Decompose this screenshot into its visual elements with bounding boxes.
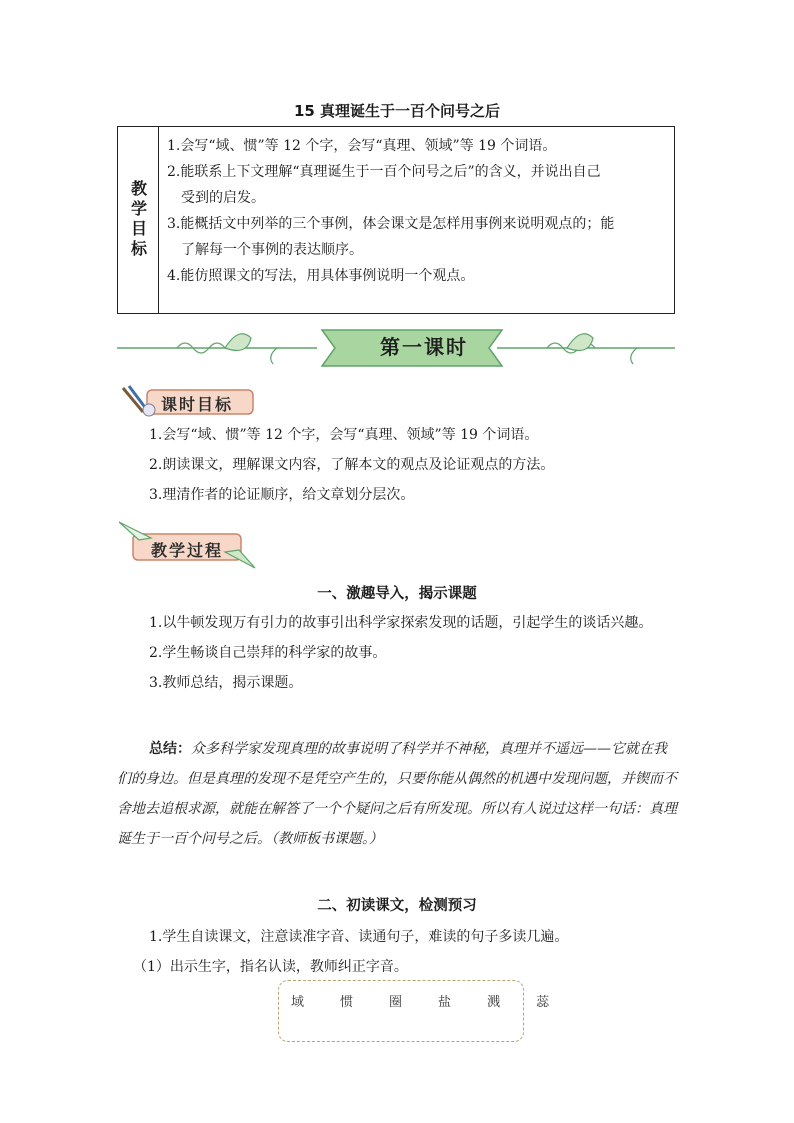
summary-label: 总结：: [149, 741, 191, 757]
lesson-goals-list: [117, 420, 677, 510]
new-characters-row: [291, 991, 549, 1010]
paragraph: 2.学生畅谈自己崇拜的科学家的故事。: [149, 645, 387, 661]
lesson-banner: [117, 326, 675, 370]
process-tag-label: 教学过程: [151, 541, 224, 560]
lesson-goals-tag-label: 课时目标: [161, 395, 234, 414]
section-heading: 二、初读课文，检测预习: [317, 898, 477, 914]
new-character: 溅: [487, 995, 501, 1010]
new-character: 蕊: [536, 995, 550, 1010]
paragraph: 3.教师总结，揭示课题。: [149, 675, 303, 691]
summary-text: 众多科学家发现真理的故事说明了科学并不神秘，真理并不遥远——它就在我们的身边。但是真理的发现不是凭空产生的，只要你能从偶然的机遇中发现问题，并锲而不舍地去追根求源，就能在解答了一个个疑问之后有所发现。所以有人说过这样一句话：真理诞生于一百个问号之后。（教师板书课题。）: [117, 741, 677, 847]
summary-paragraph: [117, 734, 677, 854]
paragraph: 1.以牛顿发现万有引力的故事引出科学家探索发现的话题，引起学生的谈话兴趣。: [149, 615, 653, 631]
new-character: 域: [291, 995, 305, 1010]
lesson-goals-tag: [117, 384, 257, 414]
teaching-goal-item: 1.会写“域、惯”等 12 个字，会写“真理、领域”等 19 个词语。: [167, 138, 557, 154]
new-character: 惯: [340, 995, 354, 1010]
teaching-goals-list: [159, 127, 674, 313]
teaching-goal-item: 2.能联系上下文理解“真理诞生于一百个问号之后”的含义，并说出自己 受到的启发。: [167, 164, 601, 206]
paragraph: 1.学生自读课文，注意读准字音、读通句子，难读的句子多读几遍。: [149, 929, 569, 945]
process-tag: [117, 520, 257, 560]
section1-body: [117, 608, 677, 698]
new-character: 盐: [438, 995, 452, 1010]
section2-body: [117, 922, 677, 982]
paragraph: （1）出示生字，指名认读，教师纠正字音。: [133, 959, 408, 975]
teaching-goal-item: 3.能概括文中列举的三个事例，体会课文是怎样用事例来说明观点的；能 了解每一个事例的表达顺序。: [167, 216, 615, 258]
new-character: 圈: [389, 995, 403, 1010]
new-characters-box: [278, 980, 550, 1042]
lesson-goal-item: 1.会写“域、惯”等 12 个字，会写“真理、领域”等 19 个词语。: [149, 427, 539, 443]
banner-title: 第一课时: [380, 335, 468, 359]
document-title: 15 真理诞生于一百个问号之后: [293, 102, 501, 120]
section-heading: 一、激趣导入，揭示课题: [317, 586, 477, 602]
teaching-goals-label-cell: [118, 127, 159, 313]
teaching-goals-table: [117, 126, 675, 314]
lesson-goal-item: 3.理清作者的论证顺序，给文章划分层次。: [149, 487, 415, 503]
lesson-goal-item: 2.朗读课文，理解课文内容，了解本文的观点及论证观点的方法。: [149, 457, 555, 473]
teaching-goal-item: 4.能仿照课文的写法，用具体事例说明一个观点。: [167, 268, 475, 284]
teaching-goals-label: 教学目标: [128, 180, 148, 260]
